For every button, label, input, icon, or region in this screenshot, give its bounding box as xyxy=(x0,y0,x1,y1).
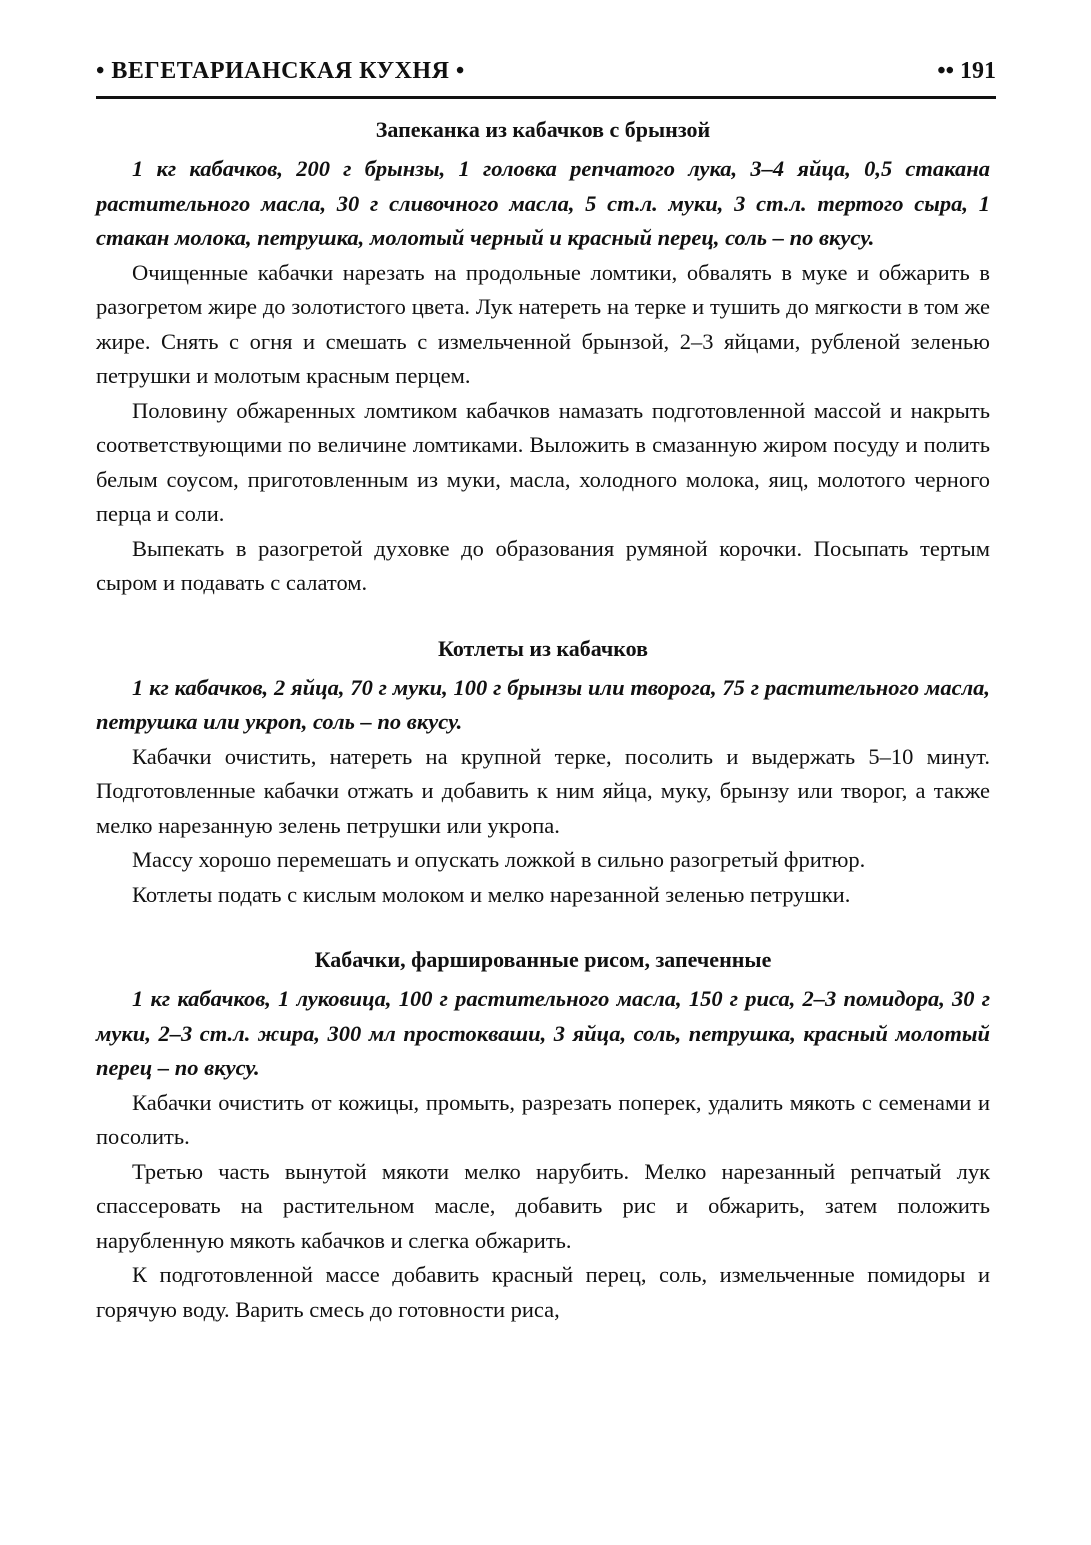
recipe-ingredients: 1 кг кабачков, 200 г брынзы, 1 головка репчатого лука, 3–4 яйца, 0,5 стакана растительного масла, 30 г сливочного масла, 5 ст.л. муки, 3 ст.л. тертого сыра, 1 стакан молока, петрушка, молотый черный и красный перец, соль – по вкусу. xyxy=(96,156,990,250)
section-title: • ВЕГЕТАРИАНСКАЯ КУХНЯ • xyxy=(96,58,465,84)
recipe-step: Котлеты подать с кислым молоком и мелко нарезанной зеленью петрушки. xyxy=(132,881,851,907)
recipe-step: Третью часть вынутой мякоти мелко нарубить. Мелко нарезанный репчатый лук спассеровать на растительном масле, добавить рис и обжарить, затем положить нарубленную мякоть кабачков и слегка обжарить. xyxy=(96,1158,990,1253)
page-number: •• 191 xyxy=(937,58,996,84)
recipe-step: Очищенные кабачки нарезать на продольные ломтики, обвалять в муке и обжарить в разогретом жире до золотистого цвета. Лук натереть на терке и тушить до мягкости в том же жире. Снять с огня и смешать с измельченной брынзой, 2–3 яйцами, рубленой зеленью петрушки и молотым красным перцем. xyxy=(96,259,990,388)
section-spacer xyxy=(96,601,990,631)
recipe-title: Кабачки, фаршированные рисом, запеченные xyxy=(314,947,772,972)
recipe-title: Котлеты из кабачков xyxy=(437,635,649,661)
recipe-zucchini-casserole xyxy=(96,112,990,601)
recipe-ingredients: 1 кг кабачков, 2 яйца, 70 г муки, 100 г брынзы или творога, 75 г растительного масла, петрушка или укроп, соль – по вкусу. xyxy=(96,674,990,734)
recipe-stuffed-zucchini xyxy=(96,942,990,1327)
recipe-step: Кабачки очистить от кожицы, промыть, разрезать поперек, удалить мякоть с семенами и посолить. xyxy=(96,1089,990,1149)
recipe-step: Массу хорошо перемешать и опускать ложкой в сильно разогретый фритюр. xyxy=(132,847,866,872)
page-content xyxy=(96,112,990,1327)
recipe-ingredients: 1 кг кабачков, 1 луковица, 100 г растительного масла, 150 г риса, 2–3 помидора, 30 г муки, 2–3 ст.л. жира, 300 мл простокваши, 3 яйца, соль, петрушка, красный молотый перец – по вкусу. xyxy=(96,986,990,1080)
recipe-step: К подготовленной массе добавить красный перец, соль, измельченные помидоры и горячую воду. Варить смесь до готовности риса, xyxy=(96,1262,990,1322)
recipe-title: Запеканка из кабачков с брынзой xyxy=(375,117,711,142)
recipe-step: Половину обжаренных ломтиком кабачков намазать подготовленной массой и накрыть соответствующими по величине ломтиками. Выложить в смазанную жиром посуду и полить белым соусом, приготовленным из муки, масла, холодного молока, яиц, молотого черного перца и соли. xyxy=(96,397,990,526)
recipe-zucchini-cutlets xyxy=(96,631,990,913)
section-spacer xyxy=(96,912,990,942)
running-header xyxy=(96,56,996,99)
recipe-step: Кабачки очистить, натереть на крупной терке, посолить и выдержать 5–10 минут. Подготовленные кабачки отжать и добавить к ним яйца, муку, брынзу или творог, а также мелко нарезанную зелень петрушки или укропа. xyxy=(96,743,990,838)
recipe-step: Выпекать в разогретой духовке до образования румяной корочки. Посыпать тертым сыром и подавать с салатом. xyxy=(96,535,990,595)
